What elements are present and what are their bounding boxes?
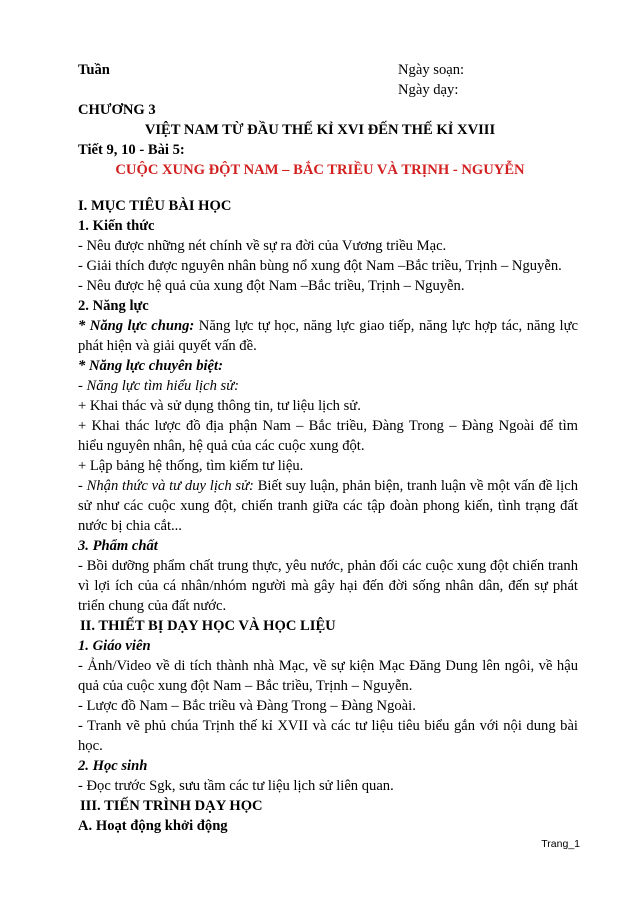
general-ability-paragraph [78,316,578,356]
student-item: - Đọc trước Sgk, sưu tầm các tư liệu lịch sử liên quan. [78,778,394,794]
history-ability-label: - Năng lực tìm hiểu lịch sử: [78,378,240,394]
quality-heading: 3. Phẩm chất [78,538,158,554]
general-ability-label: * Năng lực chung: [78,318,195,334]
knowledge-heading: 1. Kiến thức [78,218,155,234]
teacher-heading: 1. Giáo viên [78,638,151,654]
chapter-title: VIỆT NAM TỪ ĐẦU THẾ KỈ XVI ĐẾN THẾ KỈ XVIII [144,122,496,138]
history-item: + Lập bảng hệ thống, tìm kiếm tư liệu. [78,458,304,474]
thinking-paragraph [78,476,578,536]
knowledge-item: - Giải thích được nguyên nhân bùng nổ xung đột Nam –Bắc triều, Trịnh – Nguyễn. [78,258,562,274]
ability-heading: 2. Năng lực [78,298,149,314]
teacher-item: - Tranh vẽ phủ chúa Trịnh thế kỉ XVII và các tư liệu tiêu biểu gắn với nội dung bài học. [78,718,578,754]
section-1-heading: I. MỤC TIÊU BÀI HỌC [78,198,232,214]
thinking-text: Biết suy luận, phản biện, tranh luận về một vấn đề lịch sử như các cuộc xung đột, chiến tranh giữa các tập đoàn phong kiến, tình trạng đất nước bị chia cắt... [78,478,579,534]
activity-heading: A. Hoạt động khởi động [78,818,228,834]
chapter-label: CHƯƠNG 3 [78,102,156,118]
lesson-title: CUỘC XUNG ĐỘT NAM – BẮC TRIỀU VÀ TRỊNH - NGUYỄN [115,162,525,178]
history-item: + Khai thác và sử dụng thông tin, tư liệu lịch sử. [78,398,361,414]
knowledge-item: - Nêu được những nét chính về sự ra đời của Vương triều Mạc. [78,238,447,254]
teacher-item: - Ảnh/Video về di tích thành nhà Mạc, về sự kiện Mạc Đăng Dung lên ngôi, về hậu quả của cuộc xung đột Nam – Bắc triều, Trịnh – Nguyễn. [78,658,578,694]
teach-date-label: Ngày dạy: [398,82,459,98]
quality-paragraph: - Bồi dưỡng phẩm chất trung thực, yêu nước, phản đối các cuộc xung đột chiến tranh vì lợi ích của cá nhân/nhóm người mà gây hại đến đời sống nhân dân, đến sự phát triển chung của đất nước. [78,558,578,614]
knowledge-item: - Nêu được hệ quả của xung đột Nam –Bắc triều, Trịnh – Nguyễn. [78,278,465,294]
thinking-label: - Nhận thức và tư duy lịch sử: [78,478,254,494]
prep-date-label: Ngày soạn: [398,62,465,78]
week-label: Tuần [78,62,110,78]
general-ability-text: Năng lực tự học, năng lực giao tiếp, năng lực hợp tác, năng lực phát hiện và giải quyết vấn đề. [78,318,578,354]
section-3-heading: III. TIẾN TRÌNH DẠY HỌC [80,798,263,814]
page-number: Trang_1 [541,838,580,850]
teacher-item: - Lược đồ Nam – Bắc triều và Đàng Trong – Đàng Ngoài. [78,698,416,714]
specific-ability-heading: * Năng lực chuyên biệt: [78,358,223,374]
student-heading: 2. Học sinh [78,758,148,774]
lesson-ref: Tiết 9, 10 - Bài 5: [78,142,185,158]
section-2-heading: II. THIẾT BỊ DẠY HỌC VÀ HỌC LIỆU [80,618,336,634]
history-item: + Khai thác lược đồ địa phận Nam – Bắc triều, Đàng Trong – Đàng Ngoài để tìm hiểu nguyên nhân, hệ quả của các cuộc xung đột. [78,418,578,454]
